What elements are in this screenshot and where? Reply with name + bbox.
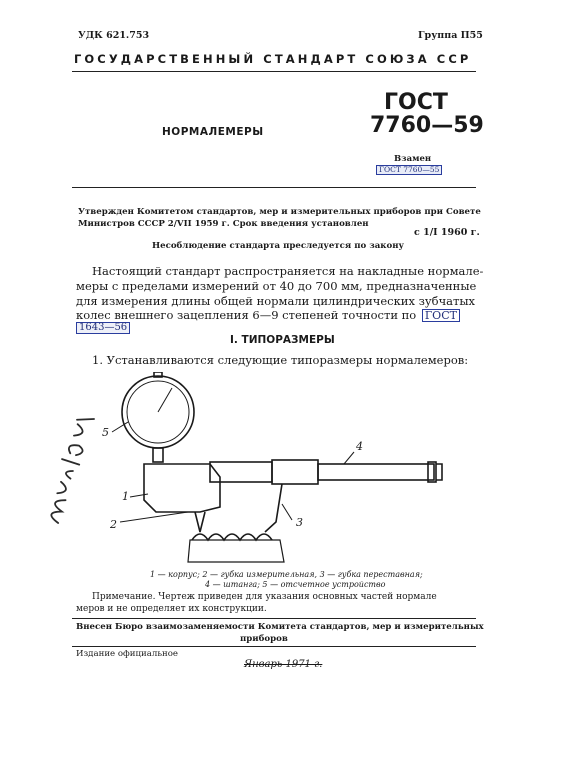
header-rule — [72, 71, 476, 72]
rod — [318, 464, 434, 480]
dial-stem — [153, 448, 163, 462]
legal-warning: Несоблюдение стандарта преследуется по закону — [152, 241, 404, 251]
note-line-1: Примечание. Чертеж приведен для указания основных частей нормале — [92, 592, 437, 602]
replaces-value — [376, 165, 442, 175]
leader-1 — [130, 494, 148, 497]
label-3: 3 — [296, 516, 303, 529]
state-standard-title: ГОСУДАРСТВЕННЫЙ СТАНДАРТ СОЮЗА ССР — [74, 52, 472, 66]
label-4: 4 — [356, 440, 363, 453]
footer-line-1: Внесен Бюро взаимозаменяемости Комитета стандартов, мер и измерительных — [76, 622, 484, 632]
housing-clamp — [272, 460, 318, 484]
gost-number: 7760—59 — [370, 113, 484, 138]
effective-date: с 1/I 1960 г. — [414, 227, 480, 238]
measuring-jaw — [195, 512, 205, 532]
note-line-2: меров и не определяет их конструкции. — [76, 604, 267, 614]
footer-line-2: приборов — [240, 634, 288, 644]
udk-code: УДК 621.753 — [78, 30, 150, 41]
gost-label: ГОСТ — [384, 90, 448, 115]
title-rule — [72, 187, 476, 188]
replaces-label: Взамен — [394, 154, 432, 164]
intro-line-2: меры с пределами измерений от 40 до 700 мм, предназначенные — [76, 279, 477, 293]
footer-rule-bottom — [72, 646, 476, 647]
intro-line-4 — [76, 308, 460, 322]
intro-line-4-text: колес внешнего зацепления 6—9 степеней точности по — [76, 308, 417, 322]
gear-body — [188, 540, 284, 562]
figure-drawing — [60, 372, 480, 572]
approval-line-2: Министров СССР 2/VII 1959 г. Срок введения установлен — [78, 219, 369, 229]
leader-4 — [344, 452, 354, 464]
dial-top-knob — [154, 372, 162, 377]
rod-cap — [436, 464, 442, 480]
intro-line-3: для измерения длины общей нормали цилиндрических зубчатых — [76, 294, 476, 308]
footer-rule-top — [72, 618, 476, 619]
gost-reference-a[interactable]: ГОСТ — [422, 309, 460, 322]
gost-reference-b[interactable]: 1643—56 — [76, 322, 130, 334]
figure-caption-line-2: 4 — штанга; 5 — отсчетное устройство — [205, 580, 386, 589]
approval-line-1: Утвержден Комитетом стандартов, мер и измерительных приборов при Совете — [78, 207, 481, 217]
gear-teeth — [192, 534, 272, 540]
label-2: 2 — [110, 518, 117, 531]
group-code: Группа П55 — [418, 30, 483, 41]
stamp-text: Январь 1971 г. — [244, 659, 323, 670]
section-paragraph: 1. Устанавливаются следующие типоразмеры нормалемеров: — [92, 353, 469, 367]
figure-caption-line-1: 1 — корпус; 2 — губка измерительная, 3 — губка переставная; — [150, 570, 423, 579]
adjustable-jaw — [265, 484, 282, 532]
standard-name: НОРМАЛЕМЕРЫ — [162, 126, 264, 138]
label-1: 1 — [122, 490, 129, 503]
intro-line-5 — [76, 322, 130, 334]
label-5: 5 — [102, 426, 109, 439]
standard-figure — [60, 372, 480, 572]
housing-body — [144, 464, 220, 512]
replaces-value-box: ГОСТ 7760—55 — [376, 165, 442, 175]
leader-2 — [120, 512, 188, 522]
section-heading: I. ТИПОРАЗМЕРЫ — [230, 334, 335, 346]
official-edition: Издание официальное — [76, 649, 179, 659]
leader-3 — [282, 504, 292, 520]
intro-line-1: Настоящий стандарт распространяется на накладные нормале- — [92, 264, 484, 278]
dial-needle — [158, 388, 172, 412]
